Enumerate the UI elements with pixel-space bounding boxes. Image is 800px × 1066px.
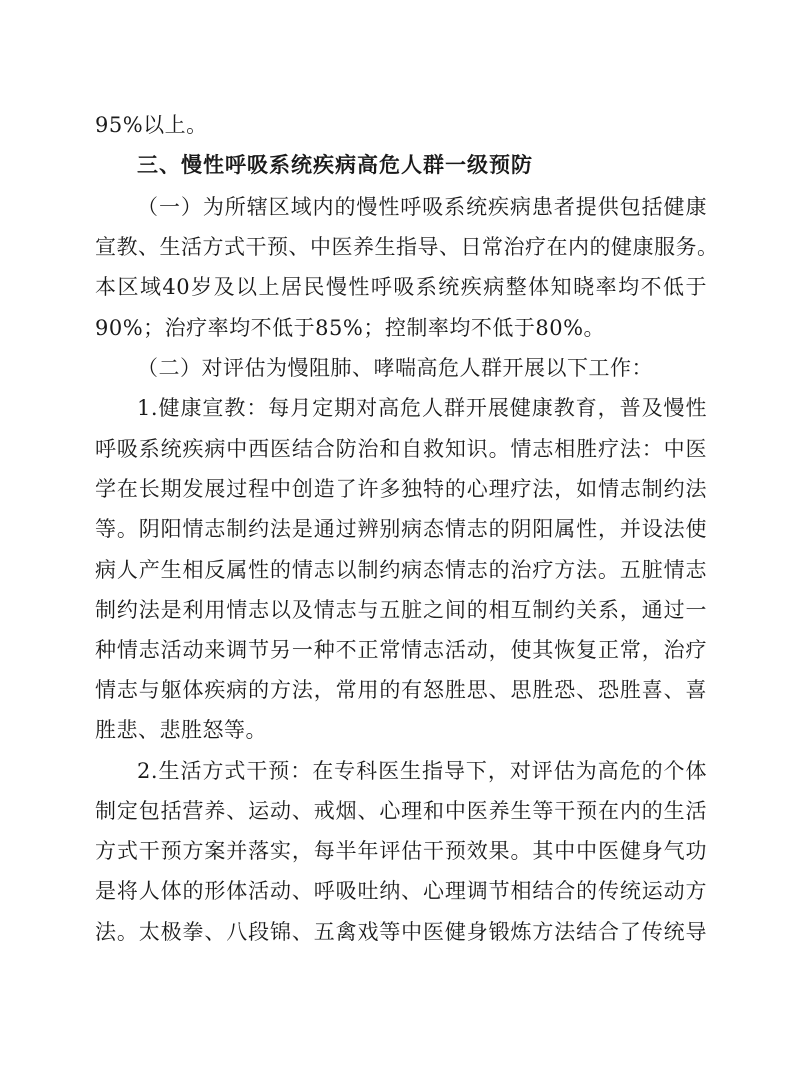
text-line: 病人产生相反属性的情志以制约病态情志的治疗方法。五脏情志	[95, 558, 707, 582]
text-line: （二）对评估为慢阻肺、哮喘高危人群开展以下工作：	[137, 356, 653, 380]
section-heading: 三、慢性呼吸系统疾病高危人群一级预防	[137, 153, 533, 177]
text-line: 90%；治疗率均不低于85%；控制率均不低于80%。	[95, 316, 606, 340]
text-line: 1.健康宣教：每月定期对高危人群开展健康教育，普及慢性	[137, 396, 707, 420]
text-line: 学在长期发展过程中创造了许多独特的心理疗法，如情志制约法	[95, 477, 707, 501]
text-line: 是将人体的形体活动、呼吸吐纳、心理调节相结合的传统运动方	[95, 879, 707, 903]
text-line: 呼吸系统疾病中西医结合防治和自救知识。情志相胜疗法：中医	[95, 437, 707, 461]
text-line: 等。阴阳情志制约法是通过辨别病态情志的阴阳属性，并设法使	[95, 517, 707, 541]
text-line: 种情志活动来调节另一种不正常情志活动，使其恢复正常，治疗	[95, 638, 707, 662]
text-line: 制定包括营养、运动、戒烟、心理和中医养生等干预在内的生活	[95, 799, 707, 823]
text-line: 宣教、生活方式干预、中医养生指导、日常治疗在内的健康服务。	[95, 235, 719, 259]
text-line: 2.生活方式干预：在专科医生指导下，对评估为高危的个体	[137, 759, 707, 783]
text-line: 方式干预方案并落实，每半年评估干预效果。其中中医健身气功	[95, 839, 707, 863]
text-line: 制约法是利用情志以及情志与五脏之间的相互制约关系，通过一	[95, 598, 707, 622]
text-line: 胜悲、悲胜怒等。	[95, 718, 267, 742]
text-line: 本区域40岁及以上居民慢性呼吸系统疾病整体知晓率均不低于	[95, 275, 707, 299]
text-line: 95%以上。	[95, 113, 208, 137]
text-line: （一）为所辖区域内的慢性呼吸系统疾病患者提供包括健康	[137, 195, 707, 219]
text-line: 法。太极拳、八段锦、五禽戏等中医健身锻炼方法结合了传统导	[95, 920, 707, 944]
text-line: 情志与躯体疾病的方法，常用的有怒胜思、思胜恐、恐胜喜、喜	[95, 678, 707, 702]
